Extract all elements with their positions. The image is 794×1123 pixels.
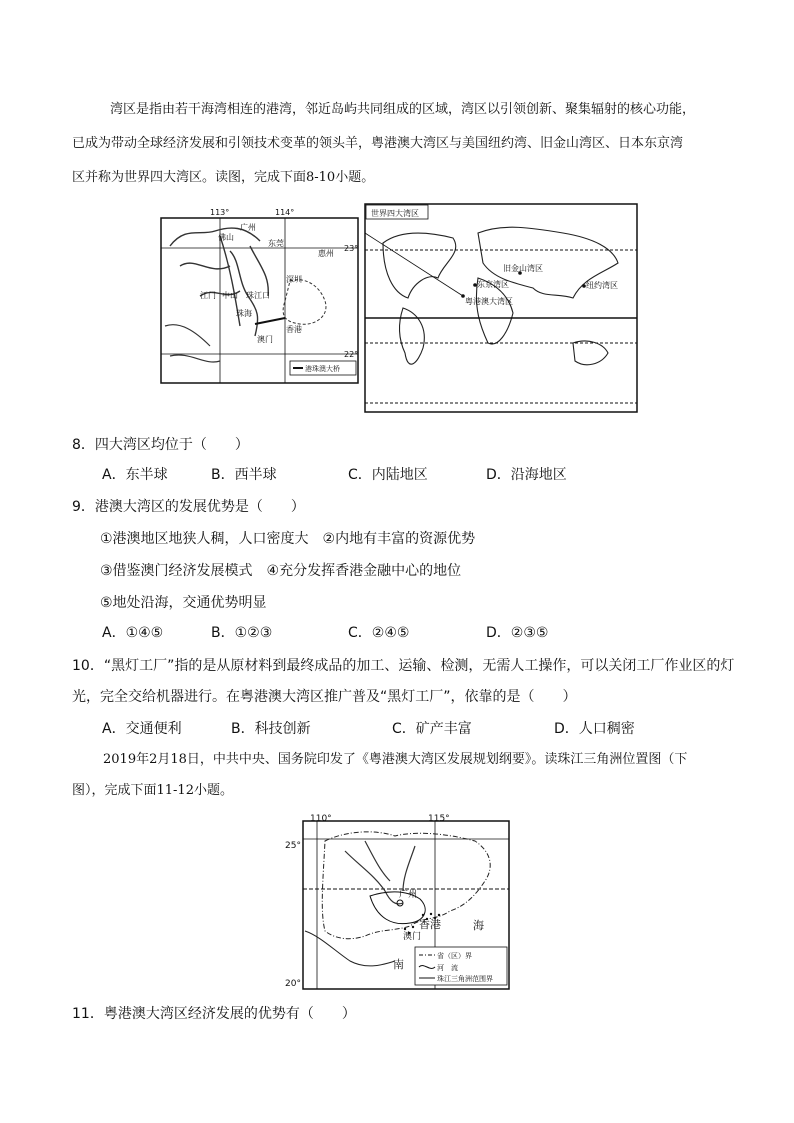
sf-bay-label: 旧金山湾区 bbox=[503, 264, 543, 273]
q10-option-b[interactable]: B．科技创新 bbox=[231, 721, 311, 737]
ny-bay-label: 纽约湾区 bbox=[586, 281, 618, 290]
guangzhou-label-2: 广州 bbox=[399, 890, 418, 900]
intro1-line2: 已成为带动全球经济发展和引领技术变革的领头羊，粤港澳大湾区与美国纽约湾、旧金山湾区、日本东京湾 bbox=[72, 136, 684, 151]
jiangmen-label: 江门 bbox=[200, 291, 216, 300]
q9-option-c[interactable]: C．②④⑤ bbox=[348, 625, 410, 641]
intro1-line1: 湾区是指由若干海湾相连的港湾，邻近岛屿共同组成的区域，湾区以引领创新、聚集辐射的核心功能， bbox=[110, 102, 696, 117]
huizhou-label: 惠州 bbox=[318, 249, 334, 258]
q8-option-a[interactable]: A．东半球 bbox=[102, 467, 168, 483]
q9-statement-3: ⑤地处沿海，交通优势明显 bbox=[100, 595, 267, 611]
lat-23-label: 23° bbox=[344, 244, 359, 253]
q10-option-c[interactable]: C．矿产丰富 bbox=[392, 721, 472, 737]
zhuhai-label: 珠海 bbox=[236, 309, 252, 318]
dongguan-label: 东莞 bbox=[268, 239, 284, 248]
lon-115-label: 115° bbox=[428, 814, 450, 824]
intro1-line3: 区并称为世界四大湾区。读图，完成下面8-10小题。 bbox=[72, 170, 375, 185]
legend-river-label: 河 流 bbox=[437, 964, 458, 972]
lat-20-label: 20° bbox=[285, 979, 301, 989]
q8-option-b[interactable]: B．西半球 bbox=[211, 467, 277, 483]
guangzhou-label: 广州 bbox=[240, 223, 256, 232]
zhujiangkou-label: 珠江口 bbox=[246, 291, 270, 300]
sea-label-hai: 海 bbox=[473, 919, 484, 932]
lon-114-label: 114° bbox=[275, 208, 295, 217]
q10-option-a[interactable]: A．交通便利 bbox=[102, 721, 182, 737]
lat-22-label: 22° bbox=[344, 350, 359, 359]
lat-25-label: 25° bbox=[285, 841, 301, 851]
legend-prd-range-label: 珠江三角洲范围界 bbox=[437, 975, 493, 983]
q8-option-d[interactable]: D．沿海地区 bbox=[486, 467, 567, 483]
q9-option-b[interactable]: B．①②③ bbox=[211, 625, 273, 641]
q9-statement-2: ③借鉴澳门经济发展模式 ④充分发挥香港金融中心的地位 bbox=[100, 563, 462, 579]
q8-option-c[interactable]: C．内陆地区 bbox=[348, 467, 428, 483]
hongkong-label-2: 香港 bbox=[419, 918, 441, 931]
intro2-line1: 2019年2月18日，中共中央、国务院印发了《粤港澳大湾区发展规划纲要》。读珠江三角洲位置图（下 bbox=[103, 752, 688, 767]
macau-label-2: 澳门 bbox=[403, 932, 422, 942]
q10-option-d[interactable]: D．人口稠密 bbox=[554, 721, 635, 737]
shenzhen-label: 深圳 bbox=[286, 275, 302, 284]
intro2-line2: 图），完成下面11-12小题。 bbox=[72, 783, 233, 798]
q8-stem: 8．四大湾区均位于（ ） bbox=[72, 437, 249, 453]
q9-option-d[interactable]: D．②③⑤ bbox=[486, 625, 549, 641]
q9-statement-1: ①港澳地区地狭人稠，人口密度大 ②内地有丰富的资源优势 bbox=[100, 531, 476, 547]
sea-label-south: 南 bbox=[393, 958, 404, 971]
gba-map bbox=[160, 206, 360, 386]
q9-stem: 9．港澳大湾区的发展优势是（ ） bbox=[72, 499, 305, 515]
lon-113-label: 113° bbox=[210, 208, 230, 217]
foshan-label: 佛山 bbox=[218, 233, 234, 242]
q11-stem: 11．粤港澳大湾区经济发展的优势有（ ） bbox=[72, 1006, 356, 1022]
tokyo-bay-label: 东京湾区 bbox=[477, 280, 509, 289]
bridge-legend-label: 港珠澳大桥 bbox=[305, 365, 340, 373]
q9-option-a[interactable]: A．①④⑤ bbox=[102, 625, 164, 641]
q10-stem-line1: 10．“黑灯工厂”指的是从原材料到最终成品的加工、运输、检测，无需人工操作，可以关闭工厂作业区的灯 bbox=[72, 658, 735, 674]
zhongshan-label: 中山 bbox=[222, 291, 238, 300]
prd-map bbox=[285, 811, 513, 991]
macau-label: 澳门 bbox=[257, 335, 273, 344]
gba-label: 粤港澳大湾区 bbox=[465, 297, 513, 306]
legend-boundary-label: 省（区）界 bbox=[437, 952, 472, 960]
hongkong-label: 香港 bbox=[286, 325, 302, 334]
world-map-title: 世界四大湾区 bbox=[371, 209, 419, 218]
q10-stem-line2: 光，完全交给机器进行。在粤港澳大湾区推广普及“黑灯工厂”，依靠的是（ ） bbox=[72, 689, 577, 705]
lon-110-label: 110° bbox=[310, 814, 332, 824]
world-bay-map bbox=[363, 203, 641, 415]
